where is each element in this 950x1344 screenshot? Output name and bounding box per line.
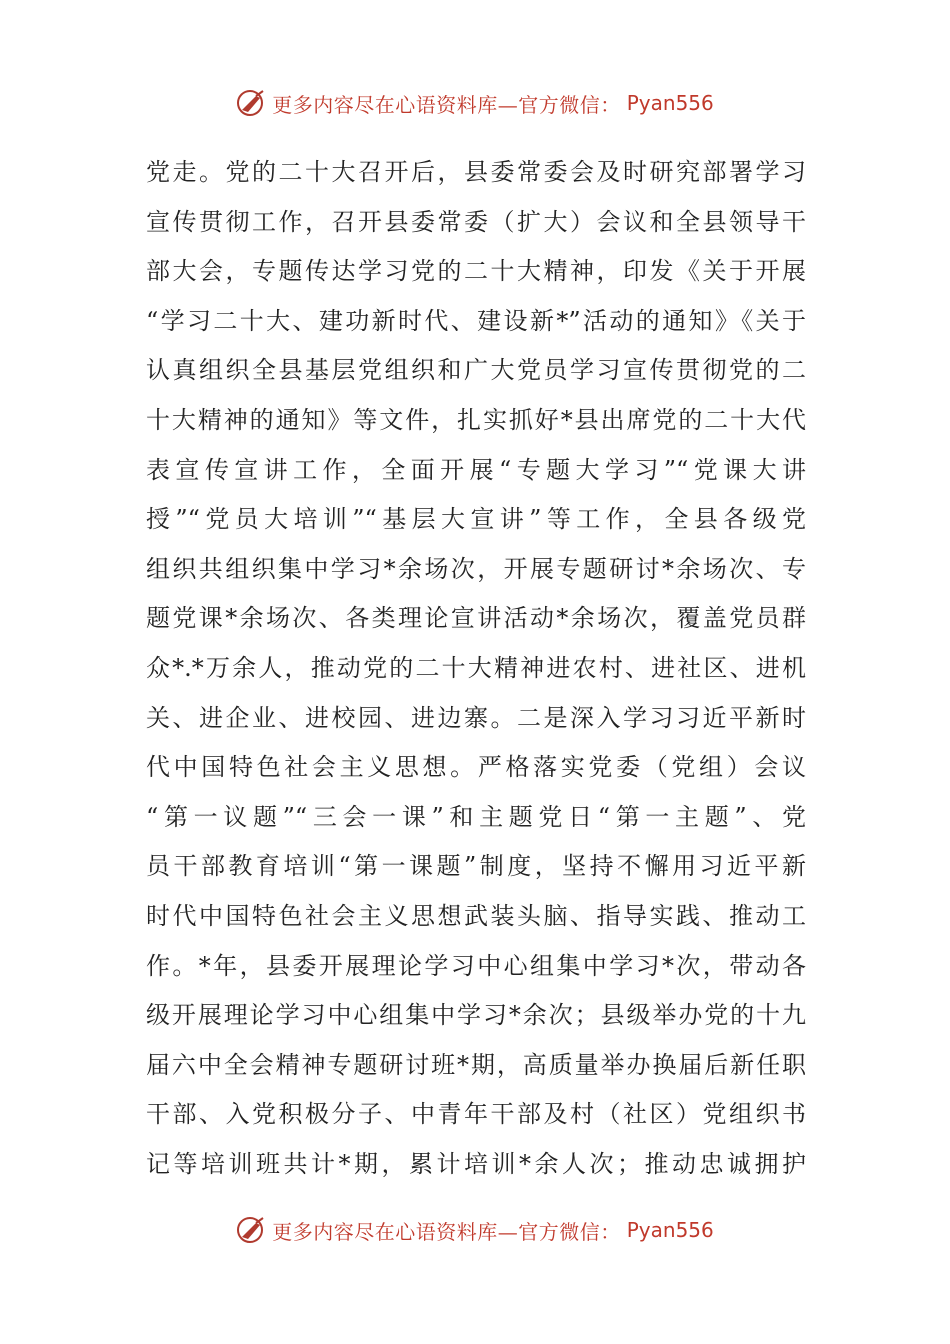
- body-line: “学习二十大、建功新时代、建设新*”活动的通知》《关于: [146, 306, 806, 335]
- footer-watermark: [0, 1210, 950, 1250]
- body-line: 众*.*万余人，推动党的二十大精神进农村、进社区、进机: [146, 653, 806, 682]
- body-line: 题党课*余场次、各类理论宣讲活动*余场次，覆盖党员群: [146, 604, 806, 633]
- body-line: 表宣传宣讲工作，全面开展“专题大学习”“党课大讲: [146, 455, 806, 484]
- body-line: 十大精神的通知》等文件，扎实抓好*县出席党的二十大代: [146, 405, 806, 434]
- body-line: “第一议题”“三会一课”和主题党日“第一主题”、党: [146, 802, 806, 831]
- pen-logo-icon: [236, 88, 266, 118]
- body-line: 干部、入党积极分子、中青年干部及村（社区）党组织书: [146, 1100, 806, 1129]
- body-line: 员干部教育培训“第一课题”制度，坚持不懈用习近平新: [146, 852, 806, 881]
- body-line: 组织共组织集中学习*余场次，开展专题研讨*余场次、专: [146, 554, 806, 583]
- body-line: 宣传贯彻工作，召开县委常委（扩大）会议和全县领导干: [146, 207, 806, 236]
- body-line: 届六中全会精神专题研讨班*期，高质量举办换届后新任职: [146, 1050, 806, 1079]
- body-line: 代中国特色社会主义思想。严格落实党委（党组）会议: [146, 753, 806, 782]
- body-line: 部大会，专题传达学习党的二十大精神，印发《关于开展: [146, 257, 806, 286]
- body-line: 认真组织全县基层党组织和广大党员学习宣传贯彻党的二: [146, 356, 806, 385]
- watermark-text: 更多内容尽在心语资料库—官方微信：: [272, 1219, 621, 1244]
- body-line: 时代中国特色社会主义思想武装头脑、指导实践、推动工: [146, 901, 806, 930]
- watermark-wechat-id: Pyan556: [626, 1218, 714, 1242]
- body-line: 作。*年，县委开展理论学习中心组集中学习*次，带动各: [146, 951, 806, 980]
- body-line: 关、进企业、进校园、进边寨。二是深入学习习近平新时: [146, 703, 806, 732]
- document-body: [146, 148, 806, 1189]
- body-line: 党走。党的二十大召开后，县委常委会及时研究部署学习: [146, 158, 806, 186]
- body-line: 记等培训班共计*期，累计培训*余人次；推动忠诚拥护: [146, 1149, 806, 1178]
- body-line: 授”“党员大培训”“基层大宣讲”等工作，全县各级党: [146, 505, 806, 534]
- body-line: 级开展理论学习中心组集中学习*余次；县级举办党的十九: [146, 1001, 806, 1030]
- header-watermark: [0, 83, 950, 123]
- pen-logo-icon: [236, 1215, 266, 1245]
- watermark-wechat-id: Pyan556: [626, 91, 714, 115]
- watermark-text: 更多内容尽在心语资料库—官方微信：: [272, 92, 621, 117]
